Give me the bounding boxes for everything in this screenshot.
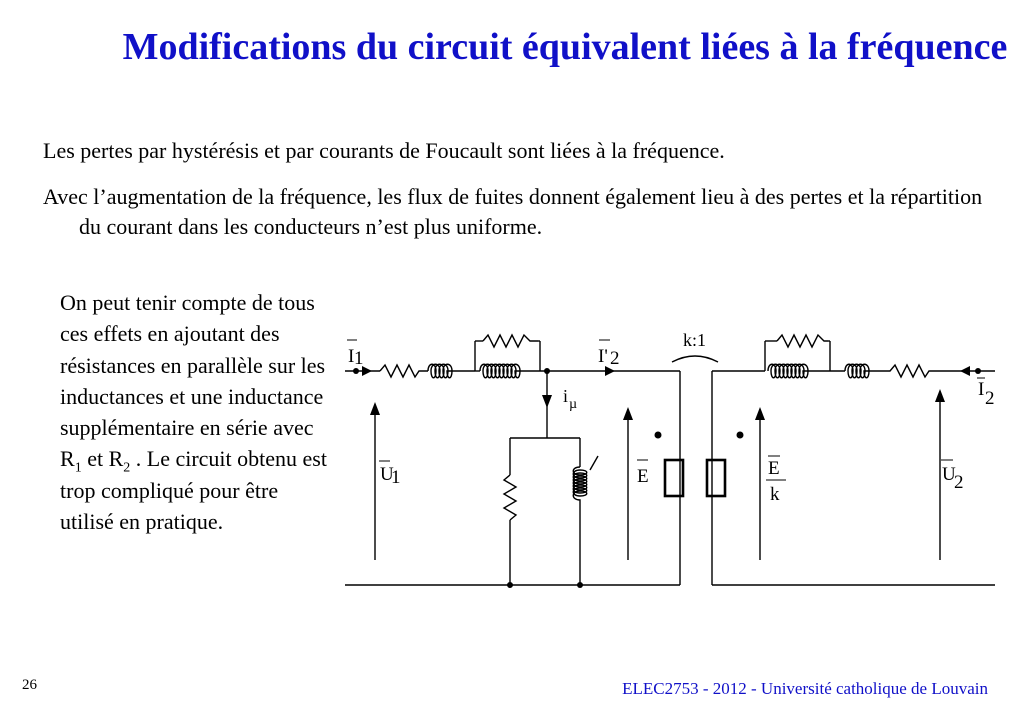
r2-subscript: 2 [123, 460, 131, 476]
label-i1-subscript: 1 [354, 348, 364, 369]
magnetizing-resistor [504, 475, 516, 520]
polarity-dot-1 [655, 432, 662, 439]
resistor-r1 [380, 365, 428, 377]
side-text-and: et R [81, 446, 124, 472]
transformer-winding-2 [707, 460, 725, 496]
primary-circuit [345, 335, 680, 588]
label-i-mu: i [563, 386, 569, 406]
circuit-labels [347, 330, 995, 505]
side-text-part1: On peut tenir compte de tous ces effets en ajoutant des résistances en parallèle sur les inductances et une inductance supplémentaire en série avec R [60, 290, 326, 472]
current-arrow-i1 [362, 366, 372, 376]
current-arrow-imu [542, 395, 552, 408]
label-e: E [637, 466, 649, 487]
label-e-over-k-numerator: E [768, 458, 780, 479]
parallel-resistor-1 [483, 335, 538, 347]
side-text-part2: . Le circuit obtenu est trop compliqué pour être utilisé en pratique. [60, 446, 327, 535]
page-number: 26 [22, 677, 37, 693]
label-i1: I [348, 346, 355, 367]
r1-subscript: 1 [74, 460, 82, 476]
inductor-l2 [845, 364, 880, 378]
label-i2-prime: I' [598, 346, 608, 367]
ideal-transformer [655, 356, 744, 496]
inductor-leakage-extra [480, 364, 535, 378]
bottom-node-2 [577, 582, 583, 588]
label-i-mu-subscript: µ [569, 397, 578, 412]
label-e-over-k-denominator: k [770, 484, 780, 505]
inductor-l1 [428, 364, 457, 378]
label-u1-subscript: 1 [391, 467, 401, 488]
terminal-node-2 [975, 368, 981, 374]
inductor-leakage-extra-2 [768, 364, 828, 378]
magnetizing-inductor [573, 467, 587, 520]
label-u2: U [942, 464, 956, 485]
label-i2-subscript: 2 [985, 388, 995, 409]
voltage-arrowhead-u1 [370, 402, 380, 415]
paragraph-leakage: Avec l’augmentation de la fréquence, les flux de fuites donnent également lieu à des pertes et la répartition du courant dans les conducteurs n’est plus uniforme. [43, 184, 983, 239]
voltage-arrowhead-e [623, 407, 633, 420]
label-u2-subscript: 2 [954, 472, 964, 493]
parallel-resistor-2 [777, 335, 828, 347]
resistor-r2 [880, 365, 940, 377]
side-text [60, 287, 335, 537]
coupling-arc [672, 356, 718, 362]
label-i2-prime-subscript: 2 [610, 348, 620, 369]
label-turns-ratio: k:1 [683, 330, 707, 350]
label-i2: I [978, 379, 985, 400]
variable-arrow [590, 456, 598, 470]
footer-text: ELEC2753 - 2012 - Université catholique de Louvain [622, 679, 988, 698]
label-u1: U [380, 464, 394, 485]
voltage-arrowhead-e-over-k [755, 407, 765, 420]
equivalent-circuit-diagram [340, 320, 1000, 595]
voltage-arrowhead-u2 [935, 389, 945, 402]
slide-title: Modifications du circuit équivalent liées à la fréquence [122, 26, 1008, 68]
current-arrow-i2 [960, 366, 970, 376]
paragraph-losses: Les pertes par hystérésis et par courants de Foucault sont liées à la fréquence. [43, 138, 725, 163]
polarity-dot-2 [737, 432, 744, 439]
bottom-node-1 [507, 582, 513, 588]
